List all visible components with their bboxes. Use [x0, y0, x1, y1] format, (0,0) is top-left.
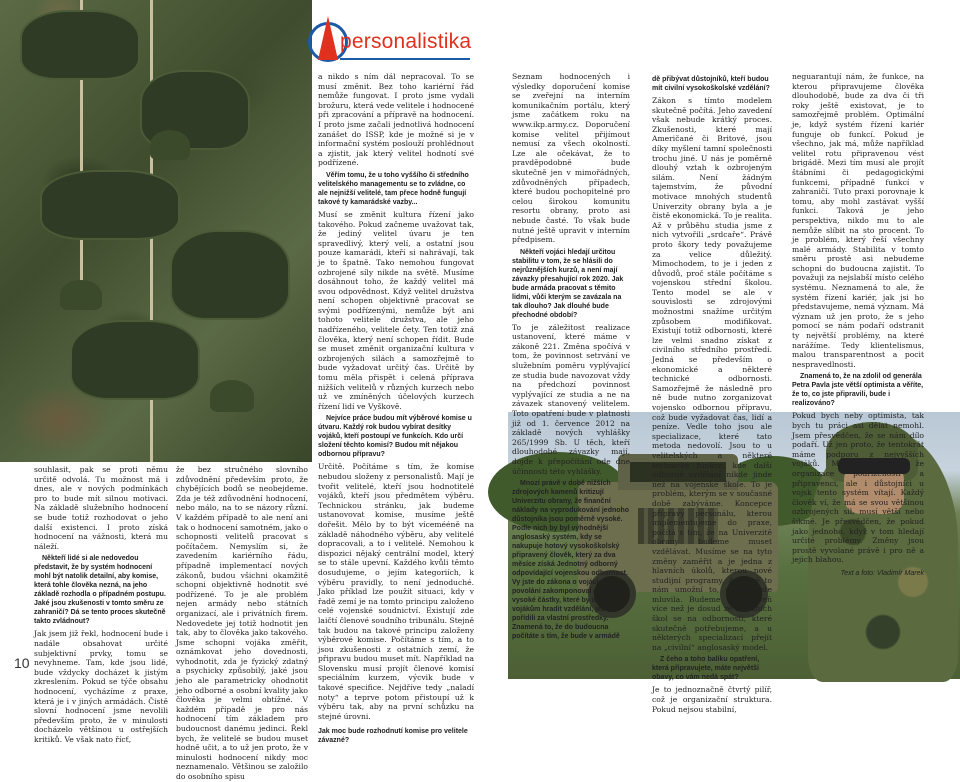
interview-question: Někteří lidé si ale nedovedou představit, že by systém hodnocení mohl být natolik detailní, aby komise, která tohle člověka nezná, na jeho základě rozhodla o případném postupu. Jaké jsou zkušenosti v tomto směru ze zahraničí? Dá se tento proces skutečně takto zvládnout? [34, 555, 166, 626]
paragraph: Pokud bych neby optimista, tak bych tu práci asi dělat nemohl. Jsem přesvědčen, že se nám dílo podaří. Už jen proto, že tentokrát máme podporu z nejvyšších vojáků. Mám informace, že organizace podřízenosti a připravenci, ale i důstojníci u vojsk tento systém vítají. Každý člověk ví, že má se svou většinou ozbrojených sil, musí větší nebo šikmé. Je přesvědčen, že pokud jako jednoho, když v tom hledají určité problémy. Změny jsou prostě vyvolané právě i pro ně a jejich blahou. [792, 411, 924, 565]
paragraph: neguarantují nám, že funkce, na kterou připravujeme člověka dlouhodobě, bude za dva či tři roky ještě existovat, je to samozřejmě problém. Optimální je, když systém řízení kariér funguje ob funkcí. Pokud je všechno, jak má, může například velitel rotu připravenou vést brigádě. Mezi tím musí ale projít štábními či pedagogickými funkcemi, případně funkcí v zahraničí. Tuto praxi porovnaje k tomu, aby mohl zastávat vyšší funkci. Taková je jeho perspektiva, nikdo mu to ale nemůže slíbit na sto procent. To je problém, který řeší všechny malé armády. Stabilita v tomto směru prostě asi nebudeme schopni do budoucna zajistit. To považuji za nejslabší místo celého systému. Neznamená to ale, že systém řízení kariér, jak jsi ho představujeme, nemá význam. Má význam už jen proto, že s jeho pomocí se nám podaří odstranit ty největší problémy, na které narážíme. Tedy klientelismus, malou transparentnost a pocit nespravedlnosti. [792, 72, 924, 369]
interview-question: Znamená to, že na zdolil od generála Petra Pavla jste větší optimista a věříte, že to, co jste připravili, bude i realizováno? [792, 373, 924, 408]
text-column-6 [792, 72, 924, 577]
text-column-4 [512, 72, 630, 641]
paragraph: souhlasit, pak se proti němu určitě odvolá. Tu možnost má i dnes, ale v nových podmínkách pro to bude mít silnou motivaci. Na základě služebního hodnocení se bude totiž rozhodovat o jeho další existenci. I proto získá hodnocení na vážnosti, která mu náleží. [34, 465, 168, 551]
logo-arrow-shape [318, 16, 338, 60]
paragraph: Seznam hodnocených i výsledky doporučení komise se zveřejní na interním komunikačním portálu, který jsme začátkem roku na www.ikp.army.cz. Doporučení komise velitel přijímout nemusí za všech okolností. Lze ale očekávat, že to pravděpodobně bude skutečně jen v mimořádných, zdůvodněných případech, které budou pochopitelné pro celou širokou komunitu resortu obrany, proto asi nebude časté. To však bude nutné ještě upravit v interním předpisem. [512, 72, 630, 245]
paragraph: že bez stručného slovního zdůvodnění především proto, že chybějících bodů se neobejdeme. Zda je též zdůvodnění hodnocení, nebo málo, na to se názory různí. V každém případě to ale není ani tak o hodnocení samotném, jako o schopnosti velitelů pracovat s počítačem. Nemyslím si, že zavedením kariérního řádu, případně implementací nových zákonů, budou všichni okamžitě schopni objektivně hodnotit své podřízené. To je ale problém nejen armády nebo státních organizací, ale i privátních firem. Nedovedete jej totiž hodnotit jen tak, aby to člověka jako takového. Jsme schopni vojáka změřit, oznámkovat jeho dovednosti, vyhodnotit, zda je fyzický zdatný a psychicky způsobilý, jaké jsou jeho ale parametricky ohodnotit jeho odborné a osobní kvality jako člověka je velmi obtížné. V každém případě je pro nás hodnocení tím základem pro budoucnost danému jedinci. Řekl bych, že velitelé se budou muset hodně učit, a to už jen proto, že v minulosti hodnocení nikdy moc neznamenalo. Většinou se založilo do osobního spisu [176, 465, 308, 781]
paragraph: Zákon s tímto modelem skutečně počítá. Jeho zavedení však nebude krátký proces. Zkušenosti, které mají Američané či Britové, jsou díky myšlení tamní společnosti trochu jiné. U nás je poměrně dlouhý vztah k ozbrojeným silám. Není žádným tajemstvím, že původní motivace mnohých studentů Univerzity obrany byla a je čistě ekonomická. To je realita. Až v průběhu studia jsme z nich vytvořili „srdcaře“. Právě proto škory tedy považujeme za velice důležitý. Mimochodem, to je i jeden z důvodů, proč stále počítáme s vojenskou střední školou. Tento model se ale v souvislosti se zdrojovými možnostmi snažíme určitým způsobem modifikovat. Existují totiž odbornosti, které lze velmi snadno získat z civilního středního prostředí. Jedná se především o ekonomické a některé technické odbornosti. Samozřejmě že následně pro ně bude nutno zorganizovat vojensko odbornou přípravu, což bude vyžadovat čas, lidí a peníze. Vedle toho jsou ale specializace, které tato metoda nedovolí. Jsou to u velitelských a některé technické funkce, kde další odborné vzdělání nikde jinde než na vojenské škole. To je problém, kterým se v současné době zabýváme. Koncepce přípravy personálu, kterou implementujeme do praxe, počítá s tím, že na Univerzitě obrany budeme muset vzdělávat. Musíme se na tyto změny zaměřit a je jedna z hlavních úkolů, kterou nové studijní programy. A právě to nám umožní to, o čem jste mluvila. Budeme se zároveň více než je dosud ze středních škol se na odbornosti, které skutečně potřebujeme, a u některých specializací přejít na „civilní“ anglosaský model. [652, 96, 772, 652]
interview-question: Jak moc bude rozhodnutí komise pro velitele závazné? [318, 728, 468, 745]
text-column-3 [318, 72, 474, 745]
paragraph: To je záležitost realizace ustanovení, které máme v zákoně 221. Změna spočívá v tom, že povinnost setrvání ve služebním poměru vyplývající ze studia bude navozovat vždy na předchozí povinnost vyplývající ze studia a ne na závazek stanovený velitelem. Toto opatření bude v platnosti již od 1. července 2012 na základě nových vyhlášky 265/1999 Sb. U těch, kteří dlouhodobé závazky mají, dojde k přepočítání ode dne účinnosti této vyhlášky. [512, 322, 630, 476]
interview-question: Někteří vojáci hledají určitou stabilitu v tom, že se hlásili do nejrůznějších kurzů, a není mají závazky přesahující rok 2020. Jak bude armáda pracovat s těmito lidmi, vůči kterým se zavázala na tak dlouho? Jak dlouhé bude přechodné období? [512, 248, 624, 319]
text-column-1 [34, 465, 168, 744]
paragraph: Jak jsem již řekl, hodnocení bude i nadále obsahovat určité subjektivní prvky, tomu se nevyhneme. Tam, kde jsou lidé, bude vždycky docházet k jistým zkreslením. Pokud se týče obsahu hodnocení, vycházíme z praxe, která je i v jiných armádách. Čistě slovní hodnocení jsme nevolili především proto, že v minulosti docházelo většinou u ostřejších kritiků. Ve však nato řícť, [34, 629, 168, 744]
text-column-5 [652, 72, 772, 714]
page-number: 10 [14, 655, 30, 671]
interview-question: Věřím tomu, že u toho vyššího či středního velitelského managementu se to zvládne, co ale nejnižší velitelé, tam přece hodně fungují takové ty kamarádské vazby... [318, 171, 469, 206]
interview-question: dě přibývat důstojníků, kteří budou mít civilní vysokoškolské vzdělání? [652, 76, 770, 92]
paragraph: Je to jednoznačně čtvrtý pilíř, což je organizační struktura. Pokud nejsou stabilní, [652, 685, 772, 714]
section-title: personalistika [340, 30, 472, 53]
text-column-2 [176, 465, 308, 781]
paragraph: Určitě. Počítáme s tím, že komise nebudou složeny z personalistů. Mají je tvořit velitelé, kteří jsou hodnotitelé vojáků, kteří jsou předmětem výběru. Technickou stránku, jak budeme ustanovovat komise, musíme ještě dořešit. Mělo by to být vícemééně na základě náhodného výběru, aby velitelé dopracovali, a to i velitelé. Nemohou k dispozici nějaký centrální model, který se to stále upevní. Každého kvůli těmto dosudujeme, o jejím kategoriích, k výběru pravidly, to není jednoduché. Jako příklad lze použít situaci, kdy v řadě zemí je na tomto principu založeno celé vojenské soudnictví. Existují zde laičtí členové soudního tribunálu. Stejně tak budou na takové principu založeny výběrové komise. Počítáme s tím, a to jsou zkušenosti z ostatních zemí, že připravu budou muset mít. Například na Slovensku musí projít členové komisí speciálním kurzem, výcvik bude v takové specifice. Nejdříve tedy „naladí noty“ a teprve potom přistoupí už k výběru tak, aby na první schůzku na stejné úrovni. [318, 462, 474, 721]
paragraph: Musí se změnit kultura řízení jako takového. Pokud začneme uvažovat tak, že jediný velitel úvaru je ten spravedlivý, který velí, a ostatní jsou pouze kamarádi, kteří si nahrávají, tak je to špatně. Tako nemohou fungovat ozbrojené síly nikde na světě. Musíme dosáhnout toho, že každý velitel má svou odpovědnost. Když velitel družstva není schopen objektivně pracovat se svými podřízenými, nemůže být ani tohoto velitele družstva, ale jeho nadřízeného, velitele čety. Ten totiž zná člověka, který není schopen řídit. Bude se muset změnit organizační kultura v ozbrojených silách a samozřejmě to bude vyžadovat určitý čas. Určitě by tomu měla přispět i celená příprava nižších velitelů v různých kurzech nebo už ve zmíněných účelových kurzech řízení lidí ve Vyškově. [318, 209, 474, 411]
personalistika-logo [306, 16, 476, 72]
paragraph: a nikdo s ním dál nepracoval. To se musí změnit. Bez toho kariérní řád nemůže fungovat. I proto jsme vydali brožuru, která vede velitele i hodnocené při zpracování a přípravě na hodnocení. I proto jsme začali jednotlivá hodnocení zanášet do ISSP, kde je možné si je v informační systém poslouží prohlédnout a zjistit, jak který velitel hodnotí své podřízené. [318, 72, 474, 168]
logo-underline [340, 58, 470, 60]
interview-question: Nejvíce práce budou mít výběrové komise u útvaru. Každý rok budou vybírat desítky vojáků, kteří postoupí ve funkcích. Kdo určí složení těchto komisí? Budou mít nějakou odbornou přípravu? [318, 415, 472, 459]
interview-question: Mnozí právě v době nižších zdrojových kamenů kritizují Univerzitu obrany, že finanční náklady na vyprodukování jednoho důstojníka jsou poměrně vysoké. Podle nich by byl výhodnější anglosaský systém, kdy se nakupuje hotový vysokoškolský připravený člověk, který za dva měsíce získá Jednotný odborný odpovídající vojenskou odbornost. Vy jste do zákona o vojácích z povolání zakomponoval poměrně vysoké částky, které by měly vojákům hradit vzdělání, jež si pořídili za vlastní prostředky. Znamená to, že do budoucna počítáte s tím, že bude v armádě [512, 480, 630, 641]
author-credit: Text a foto: Vladimír Marek [840, 569, 924, 577]
interview-question: Z čeho a toho balíku opatření, která připravujete, máte největší obavy, co vám nedá spát? [652, 656, 760, 682]
soldiers-rappelling-photo [0, 0, 312, 462]
